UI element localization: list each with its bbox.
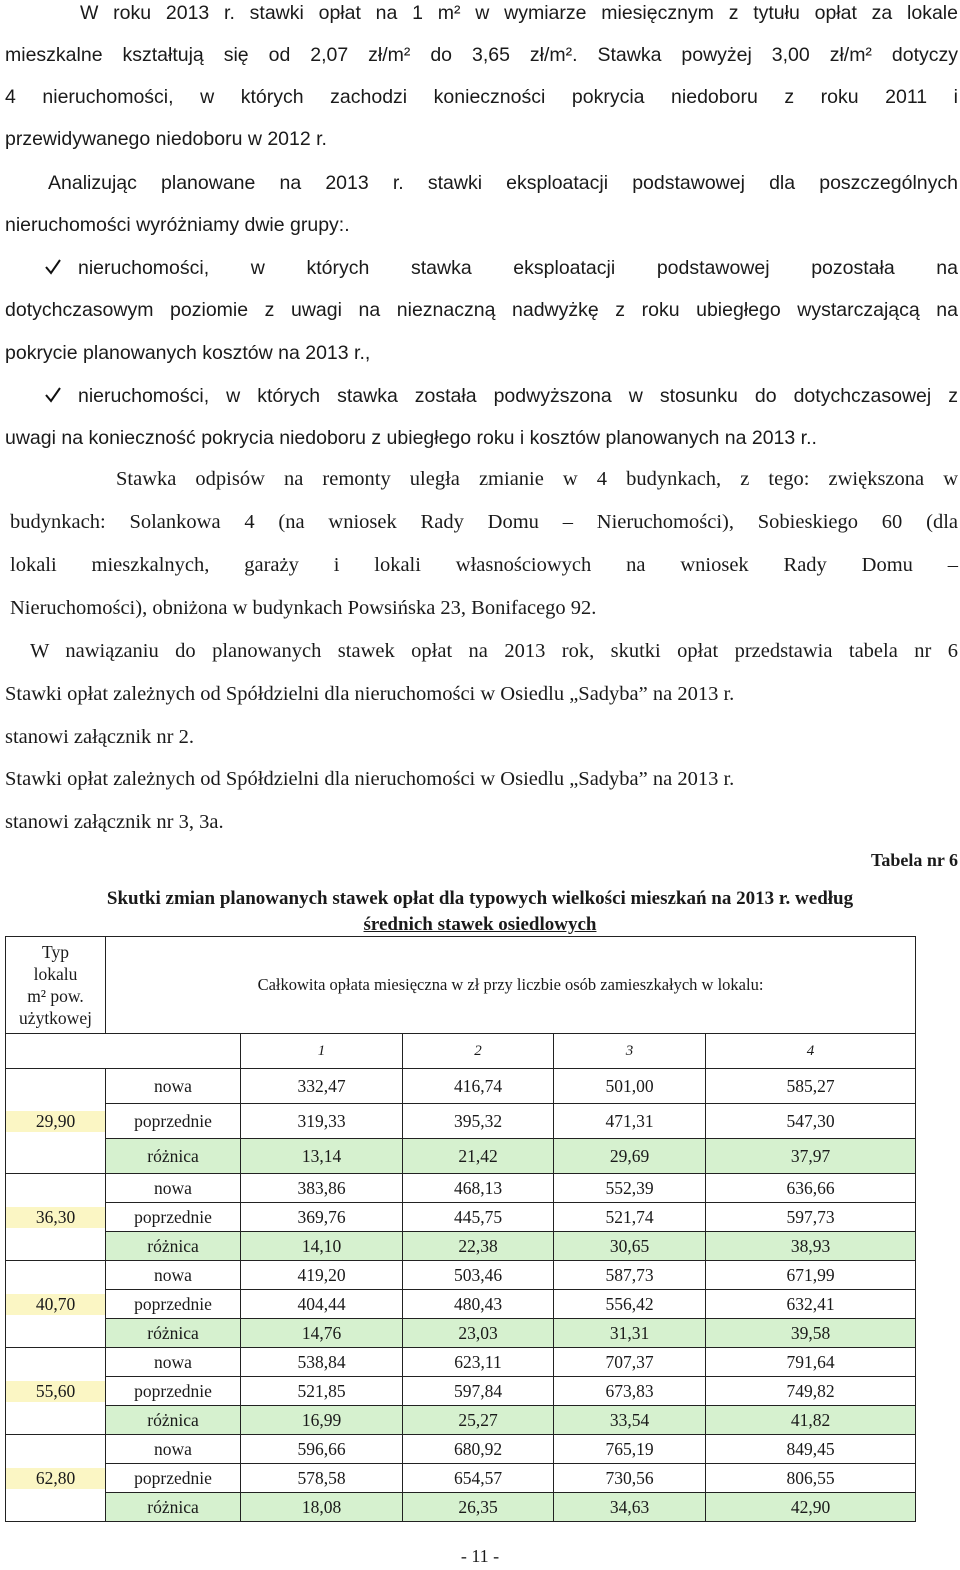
row-label: nowa xyxy=(106,1261,241,1290)
checkmark-icon xyxy=(44,385,66,408)
para3-line2: budynkach: Solankowa 4 (na wniosek Rady Domu – Nieruchomości), Sobieskiego 60 (dla xyxy=(10,511,958,533)
table-row xyxy=(6,1232,916,1261)
area-value: 29,90 xyxy=(6,1111,105,1132)
table-row xyxy=(6,1406,916,1435)
para1-line2: mieszkalne kształtują się od 2,07 zł/m² do 3,65 zł/m². Stawka powyżej 3,00 zł/m² dotyczy xyxy=(5,44,958,66)
bullet2 xyxy=(44,385,958,408)
row-label: nowa xyxy=(106,1174,241,1203)
para4-line4: Stawki opłat zależnych od Spółdzielni dla nieruchomości w Osiedlu „Sadyba” na 2013 r. xyxy=(5,768,735,790)
table-header-row xyxy=(6,937,916,1034)
table-title-line1: Skutki zmian planowanych stawek opłat dla typowych wielkości mieszkań na 2013 r. według xyxy=(106,888,854,909)
value-cell: 445,75 xyxy=(403,1203,554,1232)
row-label: poprzednie xyxy=(106,1203,241,1232)
value-cell: 578,58 xyxy=(241,1464,403,1493)
row-label: różnica xyxy=(106,1139,241,1174)
para4-line2: Stawki opłat zależnych od Spółdzielni dla nieruchomości w Osiedlu „Sadyba” na 2013 r. xyxy=(5,683,735,705)
bullet1-line2: dotychczasowym poziomie z uwagi na nieznaczną nadwyżkę z roku ubiegłego wystarczającą na xyxy=(5,299,958,321)
area-cell xyxy=(6,1435,106,1522)
para1-line4: przewidywanego niedoboru w 2012 r. xyxy=(5,128,327,150)
value-cell: 25,27 xyxy=(403,1406,554,1435)
value-cell: 471,31 xyxy=(554,1104,706,1139)
table-title xyxy=(20,886,940,938)
persons-row xyxy=(6,1034,916,1069)
value-cell: 42,90 xyxy=(706,1493,916,1522)
para4-line5: stanowi załącznik nr 3, 3a. xyxy=(5,811,224,833)
value-cell: 765,19 xyxy=(554,1435,706,1464)
bullet1 xyxy=(44,257,958,280)
value-cell: 419,20 xyxy=(241,1261,403,1290)
value-cell: 369,76 xyxy=(241,1203,403,1232)
table-row xyxy=(6,1348,916,1377)
area-value: 36,30 xyxy=(6,1207,105,1228)
para3-line4: Nieruchomości), obniżona w budynkach Powsińska 23, Bonifacego 92. xyxy=(10,597,597,619)
checkmark-icon xyxy=(44,257,66,280)
value-cell: 538,84 xyxy=(241,1348,403,1377)
value-cell: 680,92 xyxy=(403,1435,554,1464)
value-cell: 34,63 xyxy=(554,1493,706,1522)
value-cell: 552,39 xyxy=(554,1174,706,1203)
persons-1: 1 xyxy=(241,1034,403,1069)
value-cell: 468,13 xyxy=(403,1174,554,1203)
value-cell: 33,54 xyxy=(554,1406,706,1435)
value-cell: 632,41 xyxy=(706,1290,916,1319)
value-cell: 547,30 xyxy=(706,1104,916,1139)
value-cell: 556,42 xyxy=(554,1290,706,1319)
row-label: poprzednie xyxy=(106,1104,241,1139)
empty-cell xyxy=(106,1034,241,1069)
value-cell: 14,76 xyxy=(241,1319,403,1348)
table-row xyxy=(6,1139,916,1174)
table-row xyxy=(6,1290,916,1319)
value-cell: 791,64 xyxy=(706,1348,916,1377)
col-header-type xyxy=(6,937,106,1034)
row-label: nowa xyxy=(106,1435,241,1464)
value-cell: 383,86 xyxy=(241,1174,403,1203)
row-label: różnica xyxy=(106,1232,241,1261)
para3-line3: lokali mieszkalnych, garaży i lokali własnościowych na wniosek Rady Domu – xyxy=(10,554,958,576)
area-value: 40,70 xyxy=(6,1294,105,1315)
value-cell: 849,45 xyxy=(706,1435,916,1464)
value-cell: 332,47 xyxy=(241,1069,403,1104)
value-cell: 521,74 xyxy=(554,1203,706,1232)
row-label: różnica xyxy=(106,1319,241,1348)
table-row xyxy=(6,1464,916,1493)
value-cell: 654,57 xyxy=(403,1464,554,1493)
value-cell: 416,74 xyxy=(403,1069,554,1104)
table-row xyxy=(6,1203,916,1232)
bullet1-line1: nieruchomości, w których stawka eksploatacji podstawowej pozostała na xyxy=(78,257,958,279)
value-cell: 37,97 xyxy=(706,1139,916,1174)
area-cell xyxy=(6,1069,106,1174)
page-number: - 11 - xyxy=(460,1546,500,1566)
table-title-line2: średnich stawek osiedlowych xyxy=(363,914,597,935)
value-cell: 597,73 xyxy=(706,1203,916,1232)
value-cell: 21,42 xyxy=(403,1139,554,1174)
value-cell: 404,44 xyxy=(241,1290,403,1319)
row-label: różnica xyxy=(106,1493,241,1522)
table-row xyxy=(6,1377,916,1406)
value-cell: 395,32 xyxy=(403,1104,554,1139)
value-cell: 480,43 xyxy=(403,1290,554,1319)
value-cell: 26,35 xyxy=(403,1493,554,1522)
value-cell: 16,99 xyxy=(241,1406,403,1435)
para1-line3: 4 nieruchomości, w których zachodzi konieczności pokrycia niedoboru z roku 2011 i xyxy=(5,86,958,108)
value-cell: 41,82 xyxy=(706,1406,916,1435)
row-label: poprzednie xyxy=(106,1290,241,1319)
table-number: Tabela nr 6 xyxy=(870,850,958,870)
value-cell: 730,56 xyxy=(554,1464,706,1493)
value-cell: 38,93 xyxy=(706,1232,916,1261)
col-header-line: m² pow. xyxy=(27,986,84,1006)
table-row xyxy=(6,1069,916,1104)
fee-table xyxy=(5,936,916,1522)
main-header: Całkowita opłata miesięczna w zł przy liczbie osób zamieszkałych w lokalu: xyxy=(106,937,916,1034)
value-cell: 39,58 xyxy=(706,1319,916,1348)
value-cell: 671,99 xyxy=(706,1261,916,1290)
table-row xyxy=(6,1261,916,1290)
persons-2: 2 xyxy=(403,1034,554,1069)
col-header-line: lokalu xyxy=(33,964,78,984)
value-cell: 18,08 xyxy=(241,1493,403,1522)
area-cell xyxy=(6,1174,106,1261)
table-row xyxy=(6,1319,916,1348)
para3-line1: Stawka odpisów na remonty uległa zmianie w 4 budynkach, z tego: zwiększona w xyxy=(116,468,958,490)
row-label: nowa xyxy=(106,1069,241,1104)
value-cell: 22,38 xyxy=(403,1232,554,1261)
value-cell: 673,83 xyxy=(554,1377,706,1406)
para1-line1: W roku 2013 r. stawki opłat na 1 m² w wymiarze miesięcznym z tytułu opłat za lokale xyxy=(80,2,958,24)
persons-3: 3 xyxy=(554,1034,706,1069)
value-cell: 319,33 xyxy=(241,1104,403,1139)
value-cell: 585,27 xyxy=(706,1069,916,1104)
row-label: różnica xyxy=(106,1406,241,1435)
value-cell: 596,66 xyxy=(241,1435,403,1464)
row-label: poprzednie xyxy=(106,1377,241,1406)
bullet2-line2: uwagi na konieczność pokrycia niedoboru z ubiegłego roku i kosztów planowanych na 2013 r.. xyxy=(5,427,817,449)
bullet2-line1: nieruchomości, w których stawka została podwyższona w stosunku do dotychczasowej z xyxy=(78,385,958,407)
value-cell: 707,37 xyxy=(554,1348,706,1377)
row-label: poprzednie xyxy=(106,1464,241,1493)
value-cell: 13,14 xyxy=(241,1139,403,1174)
table-row xyxy=(6,1104,916,1139)
area-value: 55,60 xyxy=(6,1381,105,1402)
empty-cell xyxy=(6,1034,106,1069)
value-cell: 503,46 xyxy=(403,1261,554,1290)
value-cell: 597,84 xyxy=(403,1377,554,1406)
value-cell: 749,82 xyxy=(706,1377,916,1406)
value-cell: 31,31 xyxy=(554,1319,706,1348)
para4-line1: W nawiązaniu do planowanych stawek opłat na 2013 rok, skutki opłat przedstawia tabela nr 6 xyxy=(30,640,958,662)
table-body xyxy=(6,1069,916,1522)
row-label: nowa xyxy=(106,1348,241,1377)
area-cell xyxy=(6,1261,106,1348)
value-cell: 501,00 xyxy=(554,1069,706,1104)
para4-line3: stanowi załącznik nr 2. xyxy=(5,726,194,748)
table-row xyxy=(6,1435,916,1464)
value-cell: 806,55 xyxy=(706,1464,916,1493)
col-header-line: użytkowej xyxy=(19,1008,92,1028)
table-row xyxy=(6,1174,916,1203)
table-row xyxy=(6,1493,916,1522)
para2-line1: Analizując planowane na 2013 r. stawki eksploatacji podstawowej dla poszczególnych xyxy=(48,172,958,194)
area-value: 62,80 xyxy=(6,1468,105,1489)
value-cell: 30,65 xyxy=(554,1232,706,1261)
area-cell xyxy=(6,1348,106,1435)
value-cell: 23,03 xyxy=(403,1319,554,1348)
value-cell: 521,85 xyxy=(241,1377,403,1406)
value-cell: 636,66 xyxy=(706,1174,916,1203)
para2-line2: nieruchomości wyróżniamy dwie grupy:. xyxy=(5,214,350,236)
bullet1-line3: pokrycie planowanych kosztów na 2013 r., xyxy=(5,342,371,364)
value-cell: 623,11 xyxy=(403,1348,554,1377)
col-header-line: Typ xyxy=(42,942,69,962)
value-cell: 14,10 xyxy=(241,1232,403,1261)
persons-4: 4 xyxy=(706,1034,916,1069)
value-cell: 29,69 xyxy=(554,1139,706,1174)
value-cell: 587,73 xyxy=(554,1261,706,1290)
